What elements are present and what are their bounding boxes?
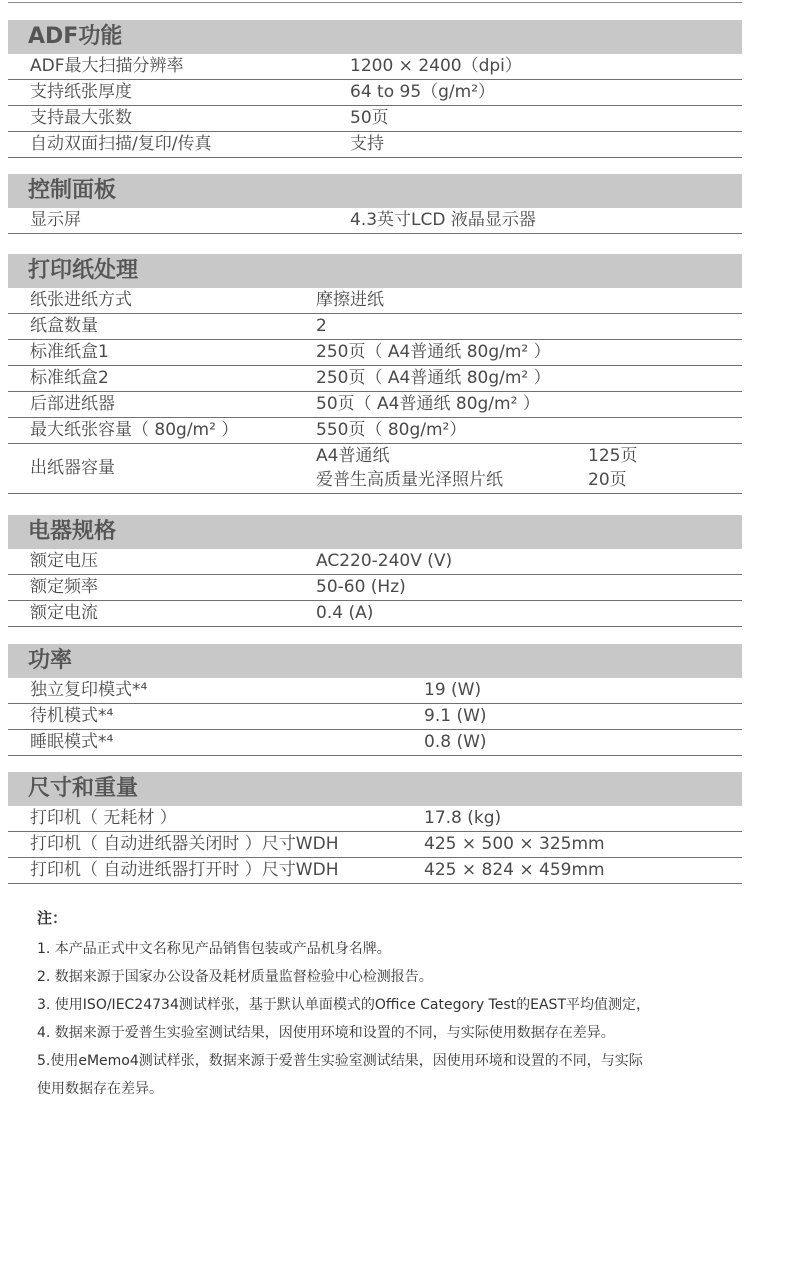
output-tray-row bbox=[8, 444, 742, 494]
spec-row bbox=[8, 54, 742, 80]
spec-label: 显示屏 bbox=[30, 210, 81, 230]
spec-row bbox=[8, 132, 742, 158]
notes-title: 注： bbox=[37, 909, 68, 927]
section-title: 打印纸处理 bbox=[8, 254, 742, 288]
note-line: 使用数据存在差异。 bbox=[37, 1081, 163, 1097]
spec-label: 额定电压 bbox=[30, 551, 98, 571]
spec-label: 纸张进纸方式 bbox=[30, 290, 132, 310]
spec-label: 最大纸张容量（ 80g/m² ） bbox=[30, 420, 239, 440]
spec-value: 425 × 824 × 459mm bbox=[424, 860, 605, 880]
spec-label: 后部进纸器 bbox=[30, 394, 115, 414]
spec-value: 50-60 (Hz) bbox=[316, 577, 406, 597]
spec-value: 9.1 (W) bbox=[424, 706, 487, 726]
spec-value: 250页（ A4普通纸 80g/m² ） bbox=[316, 342, 551, 362]
section-electrical bbox=[8, 515, 742, 627]
spec-value: 19 (W) bbox=[424, 680, 482, 700]
spec-label: 打印机（ 自动进纸器打开时 ）尺寸WDH bbox=[30, 860, 339, 880]
spec-value: 17.8 (kg) bbox=[424, 808, 502, 828]
spec-value: 250页（ A4普通纸 80g/m² ） bbox=[316, 368, 551, 388]
spec-row bbox=[8, 366, 742, 392]
spec-label: 出纸器容量 bbox=[30, 458, 115, 478]
spec-row bbox=[8, 678, 742, 704]
spec-label: 支持纸张厚度 bbox=[30, 82, 132, 102]
section-title: ADF功能 bbox=[8, 20, 742, 54]
spec-value: 64 to 95（g/m²） bbox=[350, 82, 496, 102]
note-line: 4. 数据来源于爱普生实验室测试结果，因使用环境和设置的不同，与实际使用数据存在差异。 bbox=[37, 1025, 615, 1041]
spec-label: 打印机（ 无耗材 ） bbox=[30, 808, 177, 828]
spec-row bbox=[8, 832, 742, 858]
spec-label: 独立复印模式*⁴ bbox=[30, 680, 148, 700]
output-item-name: A4普通纸 bbox=[316, 446, 390, 466]
spec-label: ADF最大扫描分辨率 bbox=[30, 56, 184, 76]
section-control-panel bbox=[8, 174, 742, 234]
section-adf bbox=[8, 20, 742, 158]
spec-label: 标准纸盒1 bbox=[30, 342, 109, 362]
note-line: 2. 数据来源于国家办公设备及耗材质量监督检验中心检测报告。 bbox=[37, 969, 433, 985]
spec-value: 50页 bbox=[350, 108, 389, 128]
spec-label: 额定频率 bbox=[30, 577, 98, 597]
spec-row bbox=[8, 208, 742, 234]
output-item-qty: 125页 bbox=[588, 446, 638, 466]
spec-value: AC220-240V (V) bbox=[316, 551, 453, 571]
notes-block bbox=[37, 905, 737, 1103]
spec-row bbox=[8, 106, 742, 132]
spec-row bbox=[8, 704, 742, 730]
spec-row bbox=[8, 340, 742, 366]
spec-row bbox=[8, 418, 742, 444]
spec-label: 支持最大张数 bbox=[30, 108, 132, 128]
output-item-qty: 20页 bbox=[588, 470, 627, 490]
section-dimensions bbox=[8, 772, 742, 884]
spec-value: 1200 × 2400（dpi） bbox=[350, 56, 522, 76]
spec-value: 4.3英寸LCD 液晶显示器 bbox=[350, 210, 536, 230]
section-power bbox=[8, 644, 742, 756]
spec-label: 标准纸盒2 bbox=[30, 368, 109, 388]
spec-value: 425 × 500 × 325mm bbox=[424, 834, 605, 854]
spec-value: 摩擦进纸 bbox=[316, 290, 384, 310]
section-title: 尺寸和重量 bbox=[8, 772, 742, 806]
spec-label: 自动双面扫描/复印/传真 bbox=[30, 134, 212, 154]
spec-row bbox=[8, 392, 742, 418]
spec-row bbox=[8, 575, 742, 601]
note-line: 3. 使用ISO/IEC24734测试样张，基于默认单面模式的Office Category Test的EAST平均值测定， bbox=[37, 997, 650, 1013]
section-title: 功率 bbox=[8, 644, 742, 678]
output-item-name: 爱普生高质量光泽照片纸 bbox=[316, 470, 503, 490]
spec-value: 2 bbox=[316, 316, 327, 336]
note-line: 1. 本产品正式中文名称见产品销售包装或产品机身名牌。 bbox=[37, 941, 391, 957]
spec-value: 支持 bbox=[350, 134, 384, 154]
spec-label: 纸盒数量 bbox=[30, 316, 98, 336]
section-paper-handling bbox=[8, 254, 742, 494]
spec-row bbox=[8, 858, 742, 884]
spec-row bbox=[8, 549, 742, 575]
spec-row bbox=[8, 288, 742, 314]
spec-value: 0.4 (A) bbox=[316, 603, 374, 623]
spec-label: 打印机（ 自动进纸器关闭时 ）尺寸WDH bbox=[30, 834, 339, 854]
spec-value: 550页（ 80g/m²） bbox=[316, 420, 467, 440]
top-divider bbox=[8, 2, 742, 3]
spec-value: 50页（ A4普通纸 80g/m² ） bbox=[316, 394, 540, 414]
spec-row bbox=[8, 730, 742, 756]
spec-row bbox=[8, 601, 742, 627]
note-line: 5.使用eMemo4测试样张，数据来源于爱普生实验室测试结果，因使用环境和设置的不同，与实际 bbox=[37, 1053, 643, 1069]
section-title: 控制面板 bbox=[8, 174, 742, 208]
spec-label: 睡眠模式*⁴ bbox=[30, 732, 114, 752]
spec-label: 待机模式*⁴ bbox=[30, 706, 114, 726]
section-title: 电器规格 bbox=[8, 515, 742, 549]
spec-row bbox=[8, 314, 742, 340]
spec-row bbox=[8, 80, 742, 106]
spec-value: 0.8 (W) bbox=[424, 732, 487, 752]
spec-row bbox=[8, 806, 742, 832]
spec-label: 额定电流 bbox=[30, 603, 98, 623]
